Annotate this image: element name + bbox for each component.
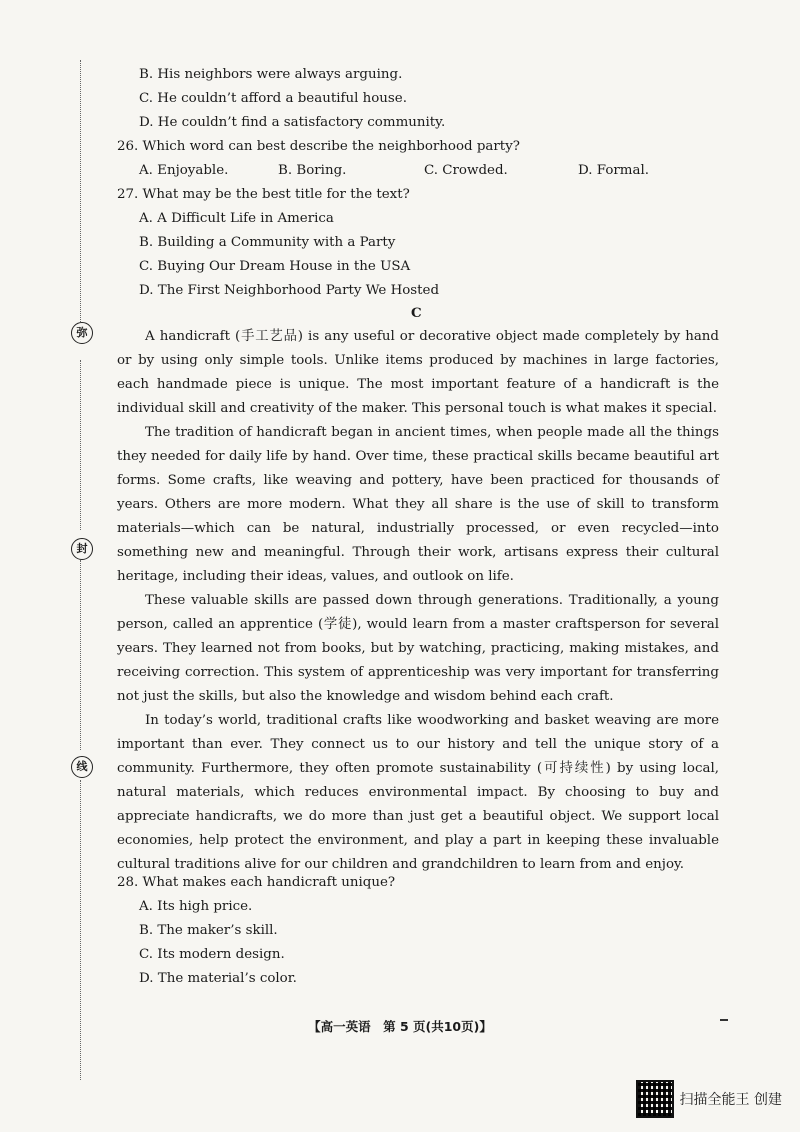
q26-option-b: B. Boring. [278, 163, 347, 178]
q28-option-d: D. The material’s color. [139, 971, 297, 986]
q28-option-c: C. Its modern design. [139, 947, 285, 962]
q26-option-a: A. Enjoyable. [139, 163, 229, 178]
q28-option-a: A. Its high price. [139, 899, 253, 914]
seal-mark-xian: 线 [71, 756, 93, 778]
passage-paragraph-4 [117, 709, 719, 877]
passage-paragraph-2 [117, 421, 719, 589]
q28-option-b: B. The maker’s skill. [139, 923, 278, 938]
paragraph-text: A handicraft (手工艺品) is any useful or decorative object made completely by hand or by using only simple tools. Unlike items produced by machines in large factories, each handmade piece is unique. The most important feature of a handicraft is the individual skill and creativity of the maker. This personal touch is what makes it special. [117, 329, 719, 416]
scanner-watermark [636, 1080, 782, 1118]
q25-option-b: B. His neighbors were always arguing. [139, 67, 403, 82]
seal-line-bottom [80, 780, 81, 1080]
passage-paragraph-3 [117, 589, 719, 709]
seal-line-top [80, 60, 81, 340]
q27-option-b: B. Building a Community with a Party [139, 235, 396, 250]
watermark-text: 扫描全能王 创建 [679, 1092, 782, 1108]
q27-option-a: A. A Difficult Life in America [139, 211, 334, 226]
section-label: C [411, 305, 422, 321]
seal-line-lower [80, 560, 81, 750]
footer-mark [720, 1019, 728, 1021]
seal-line-middle [80, 360, 81, 530]
paragraph-text: These valuable skills are passed down through generations. Traditionally, a young person, called an apprentice (学徒), would learn from a master craftsperson for several years. They learned not from books, but by watching, practicing, making mistakes, and receiving correction. This system of apprenticeship was very important for transferring not just the skills, but also the knowledge and wisdom behind each craft. [117, 593, 719, 704]
q27-option-d: D. The First Neighborhood Party We Hosted [139, 283, 440, 298]
seal-mark-mi: 弥 [71, 322, 93, 344]
q26-option-c: C. Crowded. [424, 163, 508, 178]
q26-stem: 26. Which word can best describe the neighborhood party? [117, 139, 520, 154]
seal-mark-feng: 封 [71, 538, 93, 560]
paragraph-text: In today’s world, traditional crafts like woodworking and basket weaving are more important than ever. They connect us to our history and tell the unique story of a community. Furthermore, they often promote sustainability (可持续性) by using local, natural materials, which reduces environmental impact. By choosing to buy and appreciate handicrafts, we do more than just get a beautiful object. We support local economies, help protect the environment, and play a part in keeping these invaluable cultural traditions alive for our children and grandchildren to learn from and enjoy. [117, 713, 719, 872]
q25-option-d: D. He couldn’t find a satisfactory community. [139, 115, 446, 130]
page-footer: 【高一英语 第 5 页(共10页)】 [308, 1019, 492, 1034]
q25-option-c: C. He couldn’t afford a beautiful house. [139, 91, 407, 106]
qr-code-icon [636, 1080, 674, 1118]
paragraph-text: The tradition of handicraft began in ancient times, when people made all the things they needed for daily life by hand. Over time, these practical skills became beautiful art forms. Some crafts, like weaving and pottery, have been practiced for thousands of years. Others are more modern. What they all share is the use of skill to transform materials—which can be natural, industrially processed, or even recycled—into something new and meaningful. Through their work, artisans express their cultural heritage, including their ideas, values, and outlook on life. [117, 425, 719, 584]
q28-stem: 28. What makes each handicraft unique? [117, 875, 396, 890]
q26-option-d: D. Formal. [578, 163, 650, 178]
passage-paragraph-1 [117, 325, 719, 421]
q27-stem: 27. What may be the best title for the text? [117, 187, 410, 202]
q27-option-c: C. Buying Our Dream House in the USA [139, 259, 411, 274]
